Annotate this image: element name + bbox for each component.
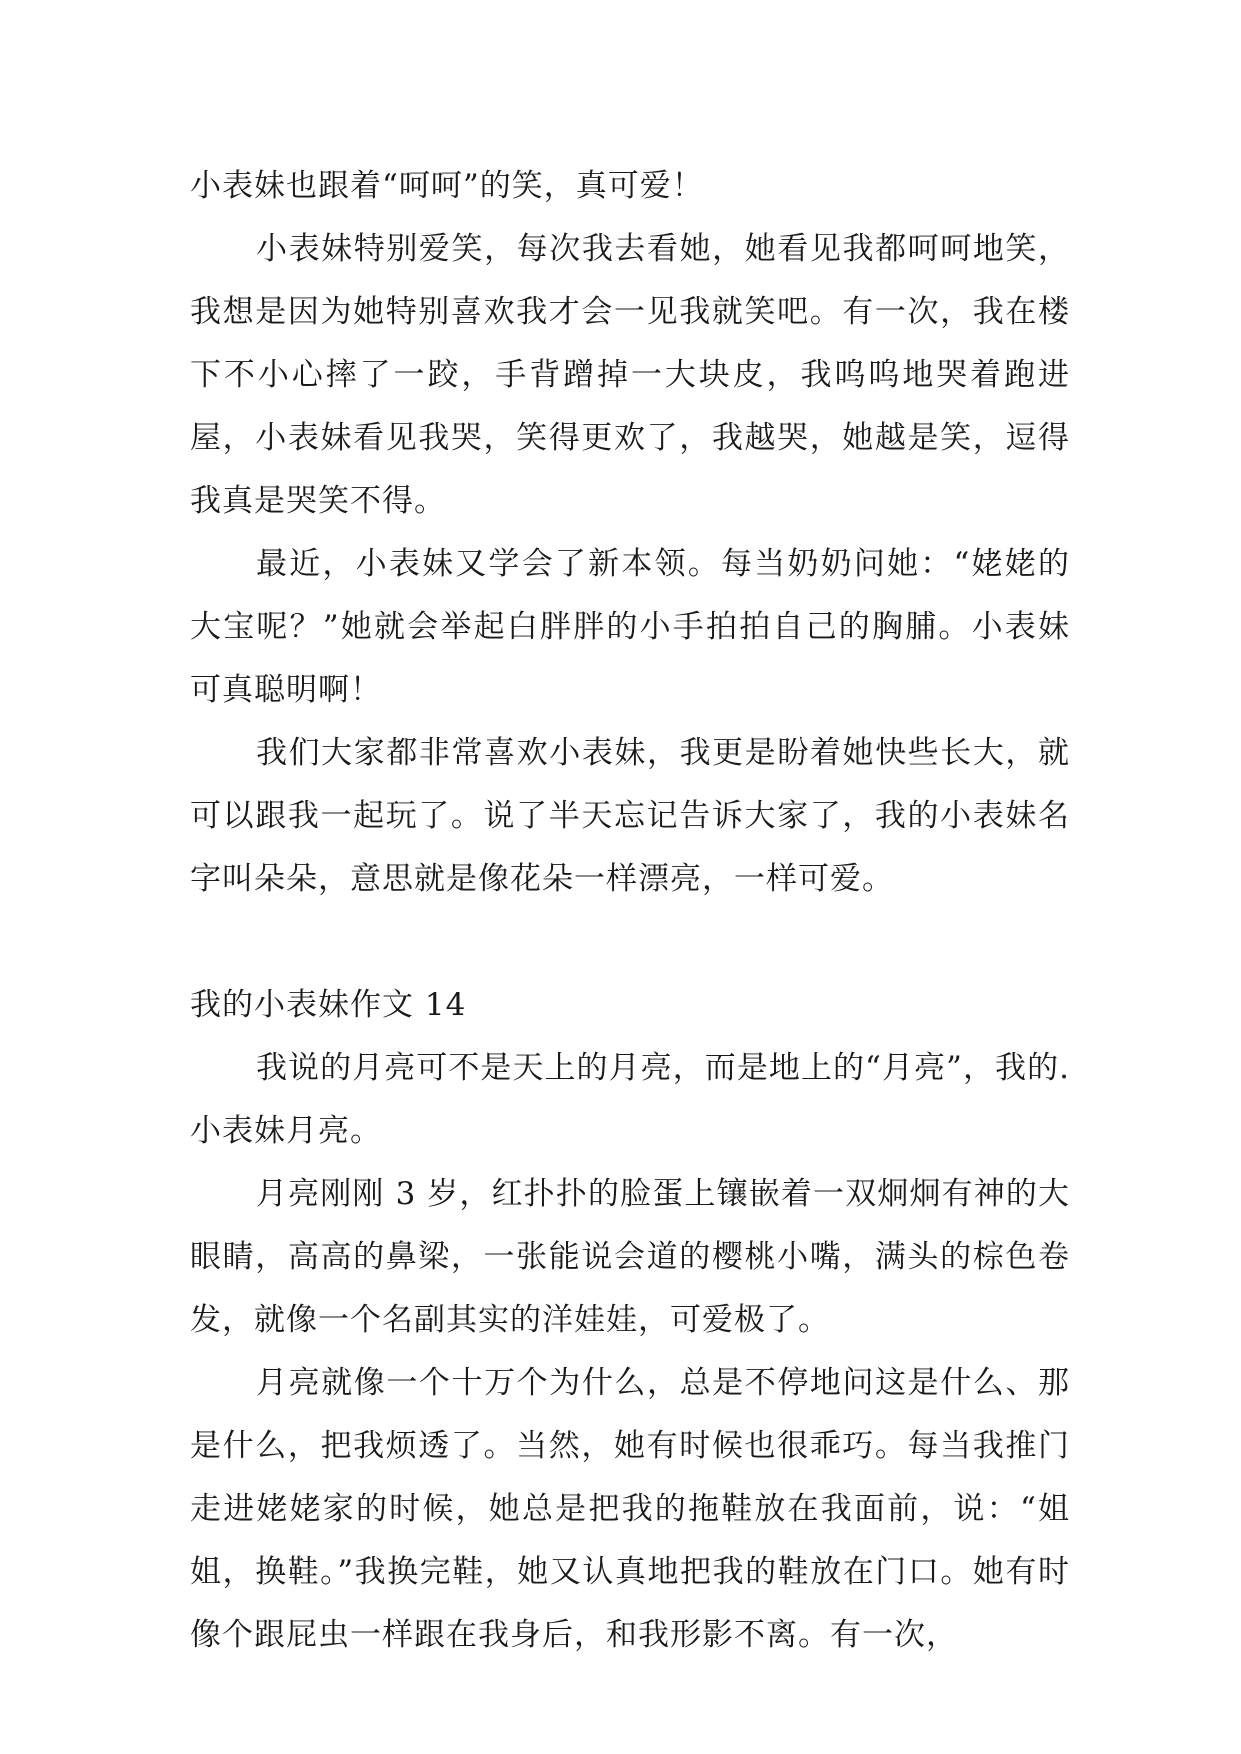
section-title: 我的小表妹作文 14	[190, 987, 467, 1023]
paragraph-new-skill: 最近，小表妹又学会了新本领。每当奶奶问她：“姥姥的大宝呢？”她就会举起白胖胖的小手拍拍自己的胸脯。小表妹可真聪明啊！	[190, 546, 1070, 708]
opening-line: 小表妹也跟着“呵呵”的笑，真可爱！	[190, 168, 704, 204]
paragraph-name: 我们大家都非常喜欢小表妹，我更是盼着她快些长大，就可以跟我一起玩了。说了半天忘记告诉大家了，我的小表妹名字叫朵朵，意思就是像花朵一样漂亮，一样可爱。	[190, 735, 1070, 897]
paragraph-laughing: 小表妹特别爱笑，每次我去看她，她看见我都呵呵地笑，我想是因为她特别喜欢我才会一见我就笑吧。有一次，我在楼下不小心摔了一跤，手背蹭掉一大块皮，我呜呜地哭着跑进屋，小表妹看见我哭，笑得更欢了，我越哭，她越是笑，逗得我真是哭笑不得。	[190, 231, 1070, 519]
paragraph-moon-questions: 月亮就像一个十万个为什么，总是不停地问这是什么、那是什么，把我烦透了。当然，她有时候也很乖巧。每当我推门走进姥姥家的时候，她总是把我的拖鞋放在我面前，说：“姐姐，换鞋。”我换完鞋，她又认真地把我的鞋放在门口。她有时像个跟屁虫一样跟在我身后，和我形影不离。有一次，	[190, 1365, 1070, 1653]
document-body	[190, 155, 1070, 1667]
paragraph-moon-looks: 月亮刚刚 3 岁，红扑扑的脸蛋上镶嵌着一双炯炯有神的大眼睛，高高的鼻梁，一张能说会道的樱桃小嘴，满头的棕色卷发，就像一个名副其实的洋娃娃，可爱极了。	[190, 1176, 1070, 1338]
paragraph-moon-intro: 我说的月亮可不是天上的月亮，而是地上的“月亮”，我的.小表妹月亮。	[190, 1050, 1070, 1149]
